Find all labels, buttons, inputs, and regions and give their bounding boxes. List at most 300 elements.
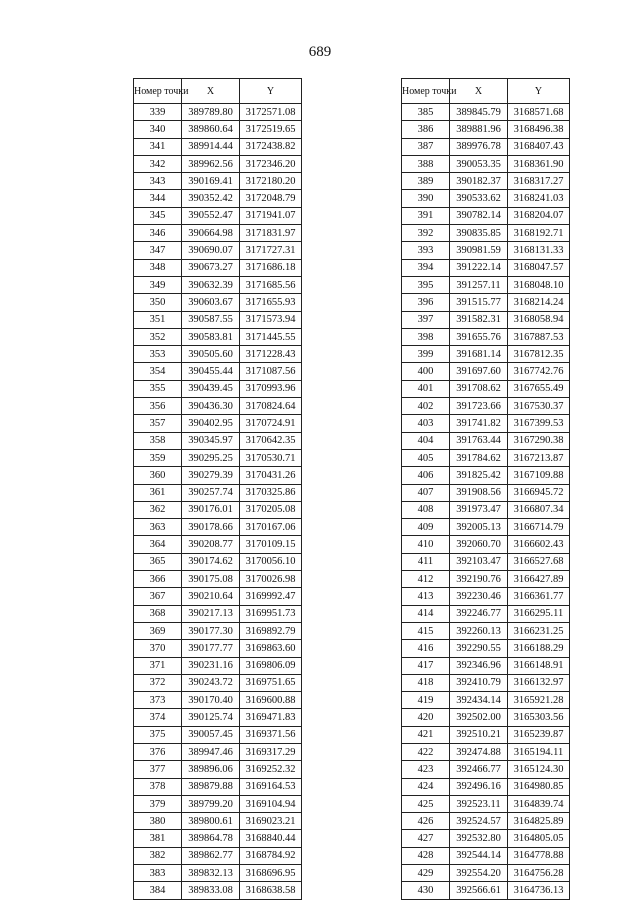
x-coordinate-cell: 390981.59 bbox=[450, 242, 508, 259]
point-number-cell: 360 bbox=[134, 467, 182, 484]
point-number-cell: 403 bbox=[402, 415, 450, 432]
point-number-cell: 361 bbox=[134, 484, 182, 501]
y-coordinate-cell: 3168241.03 bbox=[508, 190, 570, 207]
point-number-cell: 395 bbox=[402, 276, 450, 293]
y-coordinate-cell: 3168048.10 bbox=[508, 276, 570, 293]
table-row bbox=[134, 674, 302, 691]
table-row bbox=[402, 588, 570, 605]
x-coordinate-cell: 390402.95 bbox=[182, 415, 240, 432]
x-coordinate-cell: 390505.60 bbox=[182, 346, 240, 363]
table-row bbox=[402, 138, 570, 155]
point-number-cell: 382 bbox=[134, 847, 182, 864]
x-coordinate-cell: 390053.35 bbox=[450, 155, 508, 172]
x-coordinate-cell: 392346.96 bbox=[450, 657, 508, 674]
x-coordinate-cell: 392466.77 bbox=[450, 761, 508, 778]
point-number-cell: 422 bbox=[402, 743, 450, 760]
y-coordinate-cell: 3167290.38 bbox=[508, 432, 570, 449]
table-row bbox=[402, 882, 570, 899]
point-number-cell: 378 bbox=[134, 778, 182, 795]
table-row bbox=[134, 571, 302, 588]
y-coordinate-cell: 3172180.20 bbox=[240, 173, 302, 190]
x-coordinate-cell: 390170.40 bbox=[182, 692, 240, 709]
x-coordinate-cell: 392190.76 bbox=[450, 571, 508, 588]
x-coordinate-cell: 392496.16 bbox=[450, 778, 508, 795]
y-coordinate-cell: 3168058.94 bbox=[508, 311, 570, 328]
coordinates-table-right bbox=[401, 78, 570, 900]
y-coordinate-cell: 3172346.20 bbox=[240, 155, 302, 172]
x-coordinate-cell: 392532.80 bbox=[450, 830, 508, 847]
table-row bbox=[402, 813, 570, 830]
x-coordinate-cell: 390175.08 bbox=[182, 571, 240, 588]
x-coordinate-cell: 391825.42 bbox=[450, 467, 508, 484]
table-row bbox=[402, 207, 570, 224]
y-coordinate-cell: 3170167.06 bbox=[240, 519, 302, 536]
table-row bbox=[134, 207, 302, 224]
y-coordinate-cell: 3169164.53 bbox=[240, 778, 302, 795]
point-number-cell: 406 bbox=[402, 467, 450, 484]
x-coordinate-cell: 391515.77 bbox=[450, 294, 508, 311]
table-row bbox=[134, 709, 302, 726]
y-coordinate-cell: 3168131.33 bbox=[508, 242, 570, 259]
x-coordinate-cell: 390210.64 bbox=[182, 588, 240, 605]
x-coordinate-cell: 389799.20 bbox=[182, 795, 240, 812]
point-number-cell: 430 bbox=[402, 882, 450, 899]
y-coordinate-cell: 3164756.28 bbox=[508, 865, 570, 882]
point-number-cell: 421 bbox=[402, 726, 450, 743]
table-body-right bbox=[402, 104, 570, 900]
x-coordinate-cell: 391763.44 bbox=[450, 432, 508, 449]
y-coordinate-cell: 3169892.79 bbox=[240, 622, 302, 639]
x-coordinate-cell: 392474.88 bbox=[450, 743, 508, 760]
y-coordinate-cell: 3167213.87 bbox=[508, 449, 570, 466]
x-coordinate-cell: 391681.14 bbox=[450, 346, 508, 363]
y-coordinate-cell: 3171445.55 bbox=[240, 328, 302, 345]
point-number-cell: 389 bbox=[402, 173, 450, 190]
table-row bbox=[134, 225, 302, 242]
y-coordinate-cell: 3171686.18 bbox=[240, 259, 302, 276]
y-coordinate-cell: 3171573.94 bbox=[240, 311, 302, 328]
table-row bbox=[402, 847, 570, 864]
y-coordinate-cell: 3166945.72 bbox=[508, 484, 570, 501]
table-row bbox=[134, 605, 302, 622]
x-coordinate-cell: 390583.81 bbox=[182, 328, 240, 345]
point-number-cell: 401 bbox=[402, 380, 450, 397]
header-x: X bbox=[182, 79, 240, 104]
x-coordinate-cell: 392060.70 bbox=[450, 536, 508, 553]
x-coordinate-cell: 390552.47 bbox=[182, 207, 240, 224]
point-number-cell: 367 bbox=[134, 588, 182, 605]
x-coordinate-cell: 392260.13 bbox=[450, 622, 508, 639]
point-number-cell: 410 bbox=[402, 536, 450, 553]
table-row bbox=[402, 346, 570, 363]
x-coordinate-cell: 389789.80 bbox=[182, 104, 240, 121]
table-row bbox=[134, 173, 302, 190]
x-coordinate-cell: 391908.56 bbox=[450, 484, 508, 501]
x-coordinate-cell: 389914.44 bbox=[182, 138, 240, 155]
table-row bbox=[402, 328, 570, 345]
y-coordinate-cell: 3172519.65 bbox=[240, 121, 302, 138]
y-coordinate-cell: 3166231.25 bbox=[508, 622, 570, 639]
point-number-cell: 363 bbox=[134, 519, 182, 536]
point-number-cell: 349 bbox=[134, 276, 182, 293]
x-coordinate-cell: 392410.79 bbox=[450, 674, 508, 691]
y-coordinate-cell: 3172571.08 bbox=[240, 104, 302, 121]
table-row bbox=[402, 311, 570, 328]
y-coordinate-cell: 3168204.07 bbox=[508, 207, 570, 224]
point-number-cell: 374 bbox=[134, 709, 182, 726]
point-number-cell: 370 bbox=[134, 640, 182, 657]
table-row bbox=[402, 363, 570, 380]
y-coordinate-cell: 3168047.57 bbox=[508, 259, 570, 276]
point-number-cell: 409 bbox=[402, 519, 450, 536]
table-row bbox=[134, 259, 302, 276]
point-number-cell: 356 bbox=[134, 398, 182, 415]
table-row bbox=[402, 173, 570, 190]
table-row bbox=[134, 138, 302, 155]
table-row bbox=[402, 467, 570, 484]
x-coordinate-cell: 390178.66 bbox=[182, 519, 240, 536]
y-coordinate-cell: 3164825.89 bbox=[508, 813, 570, 830]
y-coordinate-cell: 3170109.15 bbox=[240, 536, 302, 553]
table-row bbox=[402, 398, 570, 415]
y-coordinate-cell: 3169023.21 bbox=[240, 813, 302, 830]
table-row bbox=[402, 778, 570, 795]
y-coordinate-cell: 3164980.85 bbox=[508, 778, 570, 795]
y-coordinate-cell: 3168638.58 bbox=[240, 882, 302, 899]
point-number-cell: 362 bbox=[134, 501, 182, 518]
point-number-cell: 344 bbox=[134, 190, 182, 207]
x-coordinate-cell: 392005.13 bbox=[450, 519, 508, 536]
y-coordinate-cell: 3170530.71 bbox=[240, 449, 302, 466]
table-row bbox=[134, 588, 302, 605]
point-number-cell: 365 bbox=[134, 553, 182, 570]
point-number-cell: 372 bbox=[134, 674, 182, 691]
table-row bbox=[134, 553, 302, 570]
table-row bbox=[134, 657, 302, 674]
point-number-cell: 412 bbox=[402, 571, 450, 588]
y-coordinate-cell: 3168571.68 bbox=[508, 104, 570, 121]
x-coordinate-cell: 390352.42 bbox=[182, 190, 240, 207]
x-coordinate-cell: 389947.46 bbox=[182, 743, 240, 760]
y-coordinate-cell: 3171087.56 bbox=[240, 363, 302, 380]
point-number-cell: 420 bbox=[402, 709, 450, 726]
point-number-cell: 419 bbox=[402, 692, 450, 709]
table-row bbox=[134, 380, 302, 397]
table-row bbox=[134, 813, 302, 830]
point-number-cell: 428 bbox=[402, 847, 450, 864]
point-number-cell: 429 bbox=[402, 865, 450, 882]
point-number-cell: 408 bbox=[402, 501, 450, 518]
x-coordinate-cell: 390673.27 bbox=[182, 259, 240, 276]
x-coordinate-cell: 389833.08 bbox=[182, 882, 240, 899]
table-row bbox=[134, 640, 302, 657]
table-row bbox=[402, 640, 570, 657]
x-coordinate-cell: 389832.13 bbox=[182, 865, 240, 882]
point-number-cell: 358 bbox=[134, 432, 182, 449]
x-coordinate-cell: 390243.72 bbox=[182, 674, 240, 691]
x-coordinate-cell: 390603.67 bbox=[182, 294, 240, 311]
table-row bbox=[134, 449, 302, 466]
x-coordinate-cell: 390436.30 bbox=[182, 398, 240, 415]
y-coordinate-cell: 3169992.47 bbox=[240, 588, 302, 605]
table-row bbox=[134, 743, 302, 760]
point-number-cell: 407 bbox=[402, 484, 450, 501]
point-number-cell: 375 bbox=[134, 726, 182, 743]
table-row bbox=[402, 536, 570, 553]
x-coordinate-cell: 391655.76 bbox=[450, 328, 508, 345]
table-row bbox=[134, 190, 302, 207]
y-coordinate-cell: 3169751.65 bbox=[240, 674, 302, 691]
x-coordinate-cell: 390208.77 bbox=[182, 536, 240, 553]
x-coordinate-cell: 389864.78 bbox=[182, 830, 240, 847]
point-number-cell: 388 bbox=[402, 155, 450, 172]
point-number-cell: 353 bbox=[134, 346, 182, 363]
y-coordinate-cell: 3171685.56 bbox=[240, 276, 302, 293]
x-coordinate-cell: 391697.60 bbox=[450, 363, 508, 380]
x-coordinate-cell: 390174.62 bbox=[182, 553, 240, 570]
x-coordinate-cell: 391741.82 bbox=[450, 415, 508, 432]
point-number-cell: 377 bbox=[134, 761, 182, 778]
y-coordinate-cell: 3169471.83 bbox=[240, 709, 302, 726]
x-coordinate-cell: 389860.64 bbox=[182, 121, 240, 138]
x-coordinate-cell: 390125.74 bbox=[182, 709, 240, 726]
table-row bbox=[134, 484, 302, 501]
table-row bbox=[134, 519, 302, 536]
x-coordinate-cell: 390257.74 bbox=[182, 484, 240, 501]
point-number-cell: 366 bbox=[134, 571, 182, 588]
x-coordinate-cell: 389845.79 bbox=[450, 104, 508, 121]
table-row bbox=[402, 380, 570, 397]
table-row bbox=[402, 276, 570, 293]
point-number-cell: 399 bbox=[402, 346, 450, 363]
x-coordinate-cell: 391257.11 bbox=[450, 276, 508, 293]
page-number: 689 bbox=[308, 44, 332, 60]
y-coordinate-cell: 3166148.91 bbox=[508, 657, 570, 674]
y-coordinate-cell: 3166188.29 bbox=[508, 640, 570, 657]
table-row bbox=[402, 830, 570, 847]
point-number-cell: 346 bbox=[134, 225, 182, 242]
y-coordinate-cell: 3170026.98 bbox=[240, 571, 302, 588]
x-coordinate-cell: 389962.56 bbox=[182, 155, 240, 172]
point-number-cell: 347 bbox=[134, 242, 182, 259]
x-coordinate-cell: 392523.11 bbox=[450, 795, 508, 812]
point-number-cell: 423 bbox=[402, 761, 450, 778]
y-coordinate-cell: 3169104.94 bbox=[240, 795, 302, 812]
coordinates-table-left bbox=[133, 78, 302, 900]
x-coordinate-cell: 392103.47 bbox=[450, 553, 508, 570]
x-coordinate-cell: 390835.85 bbox=[450, 225, 508, 242]
x-coordinate-cell: 390295.25 bbox=[182, 449, 240, 466]
table-row bbox=[402, 692, 570, 709]
point-number-cell: 359 bbox=[134, 449, 182, 466]
table-row bbox=[134, 121, 302, 138]
point-number-cell: 350 bbox=[134, 294, 182, 311]
table-row bbox=[402, 519, 570, 536]
y-coordinate-cell: 3169806.09 bbox=[240, 657, 302, 674]
y-coordinate-cell: 3166527.68 bbox=[508, 553, 570, 570]
table-row bbox=[134, 294, 302, 311]
x-coordinate-cell: 392230.46 bbox=[450, 588, 508, 605]
table-row bbox=[134, 328, 302, 345]
point-number-cell: 397 bbox=[402, 311, 450, 328]
point-number-cell: 380 bbox=[134, 813, 182, 830]
table-row bbox=[402, 294, 570, 311]
x-coordinate-cell: 390439.45 bbox=[182, 380, 240, 397]
x-coordinate-cell: 390182.37 bbox=[450, 173, 508, 190]
y-coordinate-cell: 3168696.95 bbox=[240, 865, 302, 882]
table-body-left bbox=[134, 104, 302, 900]
x-coordinate-cell: 390231.16 bbox=[182, 657, 240, 674]
x-coordinate-cell: 390057.45 bbox=[182, 726, 240, 743]
x-coordinate-cell: 390632.39 bbox=[182, 276, 240, 293]
x-coordinate-cell: 389896.06 bbox=[182, 761, 240, 778]
table-row bbox=[402, 225, 570, 242]
y-coordinate-cell: 3164778.88 bbox=[508, 847, 570, 864]
table-row bbox=[402, 449, 570, 466]
y-coordinate-cell: 3168361.90 bbox=[508, 155, 570, 172]
y-coordinate-cell: 3166807.34 bbox=[508, 501, 570, 518]
table-row bbox=[134, 104, 302, 121]
x-coordinate-cell: 389881.96 bbox=[450, 121, 508, 138]
y-coordinate-cell: 3166132.97 bbox=[508, 674, 570, 691]
y-coordinate-cell: 3167399.53 bbox=[508, 415, 570, 432]
point-number-cell: 369 bbox=[134, 622, 182, 639]
y-coordinate-cell: 3170325.86 bbox=[240, 484, 302, 501]
table-row bbox=[402, 571, 570, 588]
table-row bbox=[134, 155, 302, 172]
y-coordinate-cell: 3165921.28 bbox=[508, 692, 570, 709]
table-row bbox=[134, 761, 302, 778]
header-y: Y bbox=[508, 79, 570, 104]
x-coordinate-cell: 390279.39 bbox=[182, 467, 240, 484]
header-y: Y bbox=[240, 79, 302, 104]
table-row bbox=[134, 311, 302, 328]
point-number-cell: 391 bbox=[402, 207, 450, 224]
x-coordinate-cell: 389879.88 bbox=[182, 778, 240, 795]
table-row bbox=[134, 467, 302, 484]
point-number-cell: 400 bbox=[402, 363, 450, 380]
table-row bbox=[134, 346, 302, 363]
y-coordinate-cell: 3165303.56 bbox=[508, 709, 570, 726]
point-number-cell: 351 bbox=[134, 311, 182, 328]
table-row bbox=[402, 242, 570, 259]
point-number-cell: 415 bbox=[402, 622, 450, 639]
y-coordinate-cell: 3169252.32 bbox=[240, 761, 302, 778]
table-row bbox=[134, 398, 302, 415]
table-row bbox=[134, 847, 302, 864]
table-row bbox=[402, 501, 570, 518]
y-coordinate-cell: 3168784.92 bbox=[240, 847, 302, 864]
table-row bbox=[134, 415, 302, 432]
point-number-cell: 354 bbox=[134, 363, 182, 380]
x-coordinate-cell: 391784.62 bbox=[450, 449, 508, 466]
x-coordinate-cell: 390169.41 bbox=[182, 173, 240, 190]
x-coordinate-cell: 391222.14 bbox=[450, 259, 508, 276]
y-coordinate-cell: 3168496.38 bbox=[508, 121, 570, 138]
y-coordinate-cell: 3171727.31 bbox=[240, 242, 302, 259]
point-number-cell: 381 bbox=[134, 830, 182, 847]
point-number-cell: 352 bbox=[134, 328, 182, 345]
y-coordinate-cell: 3171941.07 bbox=[240, 207, 302, 224]
table-row bbox=[402, 674, 570, 691]
table-row bbox=[402, 121, 570, 138]
y-coordinate-cell: 3170431.26 bbox=[240, 467, 302, 484]
x-coordinate-cell: 390345.97 bbox=[182, 432, 240, 449]
table-row bbox=[402, 259, 570, 276]
y-coordinate-cell: 3168407.43 bbox=[508, 138, 570, 155]
header-x: X bbox=[450, 79, 508, 104]
point-number-cell: 414 bbox=[402, 605, 450, 622]
x-coordinate-cell: 389800.61 bbox=[182, 813, 240, 830]
point-number-cell: 398 bbox=[402, 328, 450, 345]
point-number-cell: 384 bbox=[134, 882, 182, 899]
y-coordinate-cell: 3172438.82 bbox=[240, 138, 302, 155]
x-coordinate-cell: 389976.78 bbox=[450, 138, 508, 155]
table-row bbox=[402, 795, 570, 812]
point-number-cell: 387 bbox=[402, 138, 450, 155]
y-coordinate-cell: 3171831.97 bbox=[240, 225, 302, 242]
table-row bbox=[402, 190, 570, 207]
x-coordinate-cell: 390690.07 bbox=[182, 242, 240, 259]
x-coordinate-cell: 391973.47 bbox=[450, 501, 508, 518]
point-number-cell: 393 bbox=[402, 242, 450, 259]
y-coordinate-cell: 3172048.79 bbox=[240, 190, 302, 207]
y-coordinate-cell: 3166602.43 bbox=[508, 536, 570, 553]
y-coordinate-cell: 3166714.79 bbox=[508, 519, 570, 536]
x-coordinate-cell: 390533.62 bbox=[450, 190, 508, 207]
y-coordinate-cell: 3168192.71 bbox=[508, 225, 570, 242]
y-coordinate-cell: 3167742.76 bbox=[508, 363, 570, 380]
table-row bbox=[134, 692, 302, 709]
point-number-cell: 339 bbox=[134, 104, 182, 121]
point-number-cell: 376 bbox=[134, 743, 182, 760]
y-coordinate-cell: 3170056.10 bbox=[240, 553, 302, 570]
table-row bbox=[134, 830, 302, 847]
y-coordinate-cell: 3164839.74 bbox=[508, 795, 570, 812]
x-coordinate-cell: 390177.77 bbox=[182, 640, 240, 657]
x-coordinate-cell: 389862.77 bbox=[182, 847, 240, 864]
table-row bbox=[402, 865, 570, 882]
y-coordinate-cell: 3166427.89 bbox=[508, 571, 570, 588]
point-number-cell: 342 bbox=[134, 155, 182, 172]
point-number-cell: 404 bbox=[402, 432, 450, 449]
x-coordinate-cell: 392544.14 bbox=[450, 847, 508, 864]
y-coordinate-cell: 3167812.35 bbox=[508, 346, 570, 363]
point-number-cell: 379 bbox=[134, 795, 182, 812]
y-coordinate-cell: 3166361.77 bbox=[508, 588, 570, 605]
y-coordinate-cell: 3164736.13 bbox=[508, 882, 570, 899]
table-row bbox=[402, 415, 570, 432]
table-row bbox=[402, 743, 570, 760]
x-coordinate-cell: 392502.00 bbox=[450, 709, 508, 726]
y-coordinate-cell: 3170642.35 bbox=[240, 432, 302, 449]
y-coordinate-cell: 3167655.49 bbox=[508, 380, 570, 397]
table-row bbox=[134, 795, 302, 812]
point-number-cell: 341 bbox=[134, 138, 182, 155]
point-number-cell: 383 bbox=[134, 865, 182, 882]
table-row bbox=[402, 709, 570, 726]
y-coordinate-cell: 3169863.60 bbox=[240, 640, 302, 657]
point-number-cell: 343 bbox=[134, 173, 182, 190]
point-number-cell: 386 bbox=[402, 121, 450, 138]
point-number-cell: 364 bbox=[134, 536, 182, 553]
y-coordinate-cell: 3169600.88 bbox=[240, 692, 302, 709]
x-coordinate-cell: 392554.20 bbox=[450, 865, 508, 882]
y-coordinate-cell: 3170993.96 bbox=[240, 380, 302, 397]
table-row bbox=[402, 657, 570, 674]
table-row bbox=[402, 553, 570, 570]
point-number-cell: 425 bbox=[402, 795, 450, 812]
